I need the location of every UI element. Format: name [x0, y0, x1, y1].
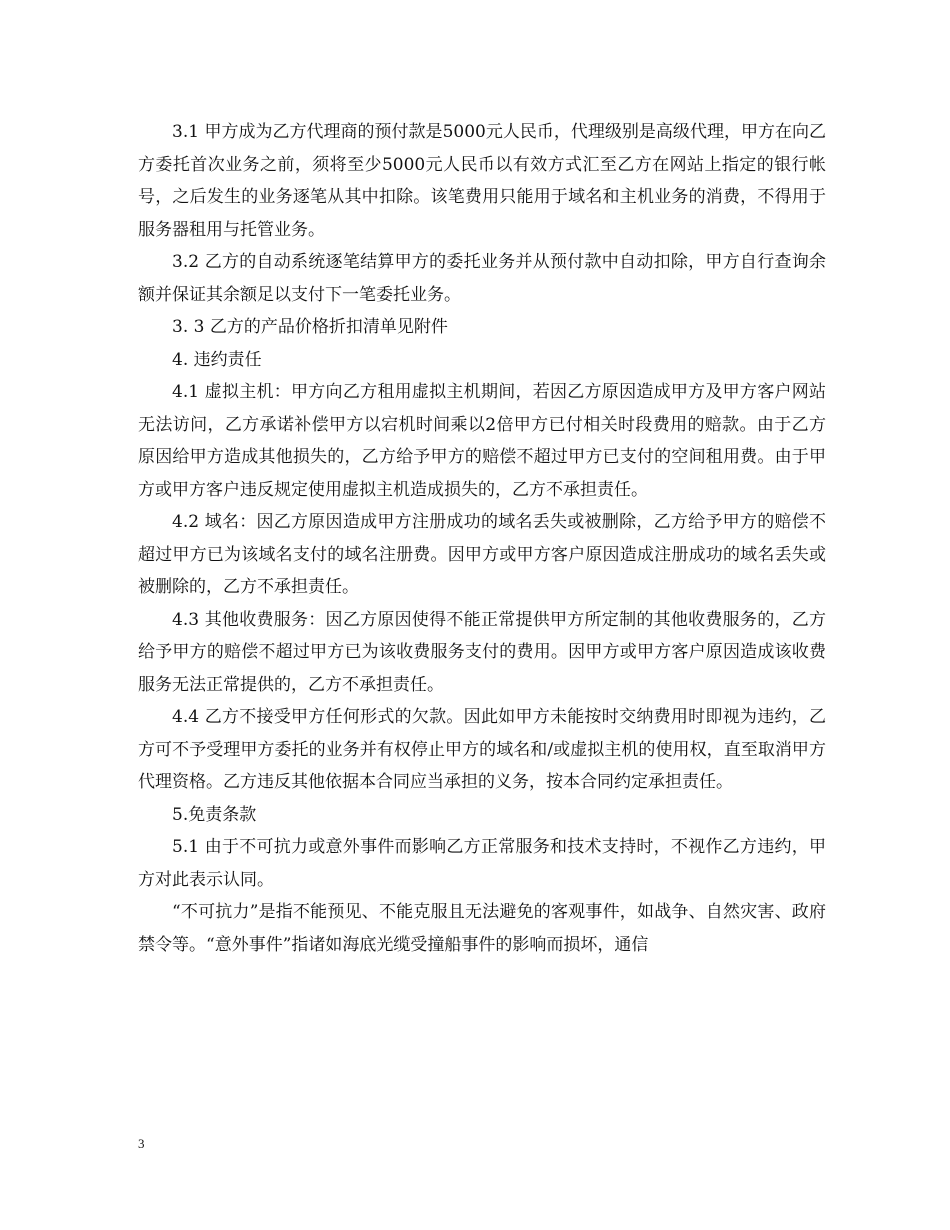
section-heading-4: 4. 违约责任: [172, 349, 262, 370]
paragraph-4-1: 4.1 虚拟主机：甲方向乙方租用虚拟主机期间，若因乙方原因造成甲方及甲方客户网站无法访问，乙方承诺补偿甲方以宕机时间乘以2倍甲方已付相关时段费用的赔款。由于乙方原因给甲方造成其他损失的，乙方给予甲方的赔偿不超过甲方已支付的空间租用费。由于甲方或甲方客户违反规定使用虚拟主机造成损失的，乙方不承担责任。: [138, 382, 826, 500]
paragraph-3-2: 3.2 乙方的自动系统逐笔结算甲方的委托业务并从预付款中自动扣除，甲方自行查询余额并保证其余额足以支付下一笔委托业务。: [138, 252, 826, 305]
paragraph-3-1: 3.1 甲方成为乙方代理商的预付款是5000元人民币，代理级别是高级代理，甲方在向乙方委托首次业务之前，须将至少5000元人民币以有效方式汇至乙方在网站上指定的银行帐号，之后发生的业务逐笔从其中扣除。该笔费用只能用于域名和主机业务的消费，不得用于服务器租用与托管业务。: [138, 122, 826, 240]
paragraph-5-1: 5.1 由于不可抗力或意外事件而影响乙方正常服务和技术支持时，不视作乙方违约，甲方对此表示认同。: [138, 837, 826, 890]
paragraph-3-3: 3. 3 乙方的产品价格折扣清单见附件: [172, 317, 448, 337]
paragraph-4-2: 4.2 域名：因乙方原因造成甲方注册成功的域名丢失或被删除，乙方给予甲方的赔偿不超过甲方已为该域名支付的域名注册费。因甲方或甲方客户原因造成注册成功的域名丢失或被删除的，乙方不承担责任。: [138, 512, 826, 597]
page-number: 3: [138, 1136, 145, 1151]
paragraph-force-majeure: “不可抗力”是指不能预见、不能克服且无法避免的客观事件，如战争、自然灾害、政府禁令等。“意外事件”指诸如海底光缆受撞船事件的影响而损坏，通信: [138, 902, 826, 955]
section-heading-5: 5.免责条款: [172, 804, 257, 825]
document-body: [138, 116, 826, 961]
paragraph-4-4: 4.4 乙方不接受甲方任何形式的欠款。因此如甲方未能按时交纳费用时即视为违约，乙方可不予受理甲方委托的业务并有权停止甲方的域名和/或虚拟主机的使用权，直至取消甲方代理资格。乙方违反其他依据本合同应当承担的义务，按本合同约定承担责任。: [138, 707, 826, 792]
paragraph-4-3: 4.3 其他收费服务：因乙方原因使得不能正常提供甲方所定制的其他收费服务的，乙方给予甲方的赔偿不超过甲方已为该收费服务支付的费用。因甲方或甲方客户原因造成该收费服务无法正常提供的，乙方不承担责任。: [138, 609, 826, 695]
